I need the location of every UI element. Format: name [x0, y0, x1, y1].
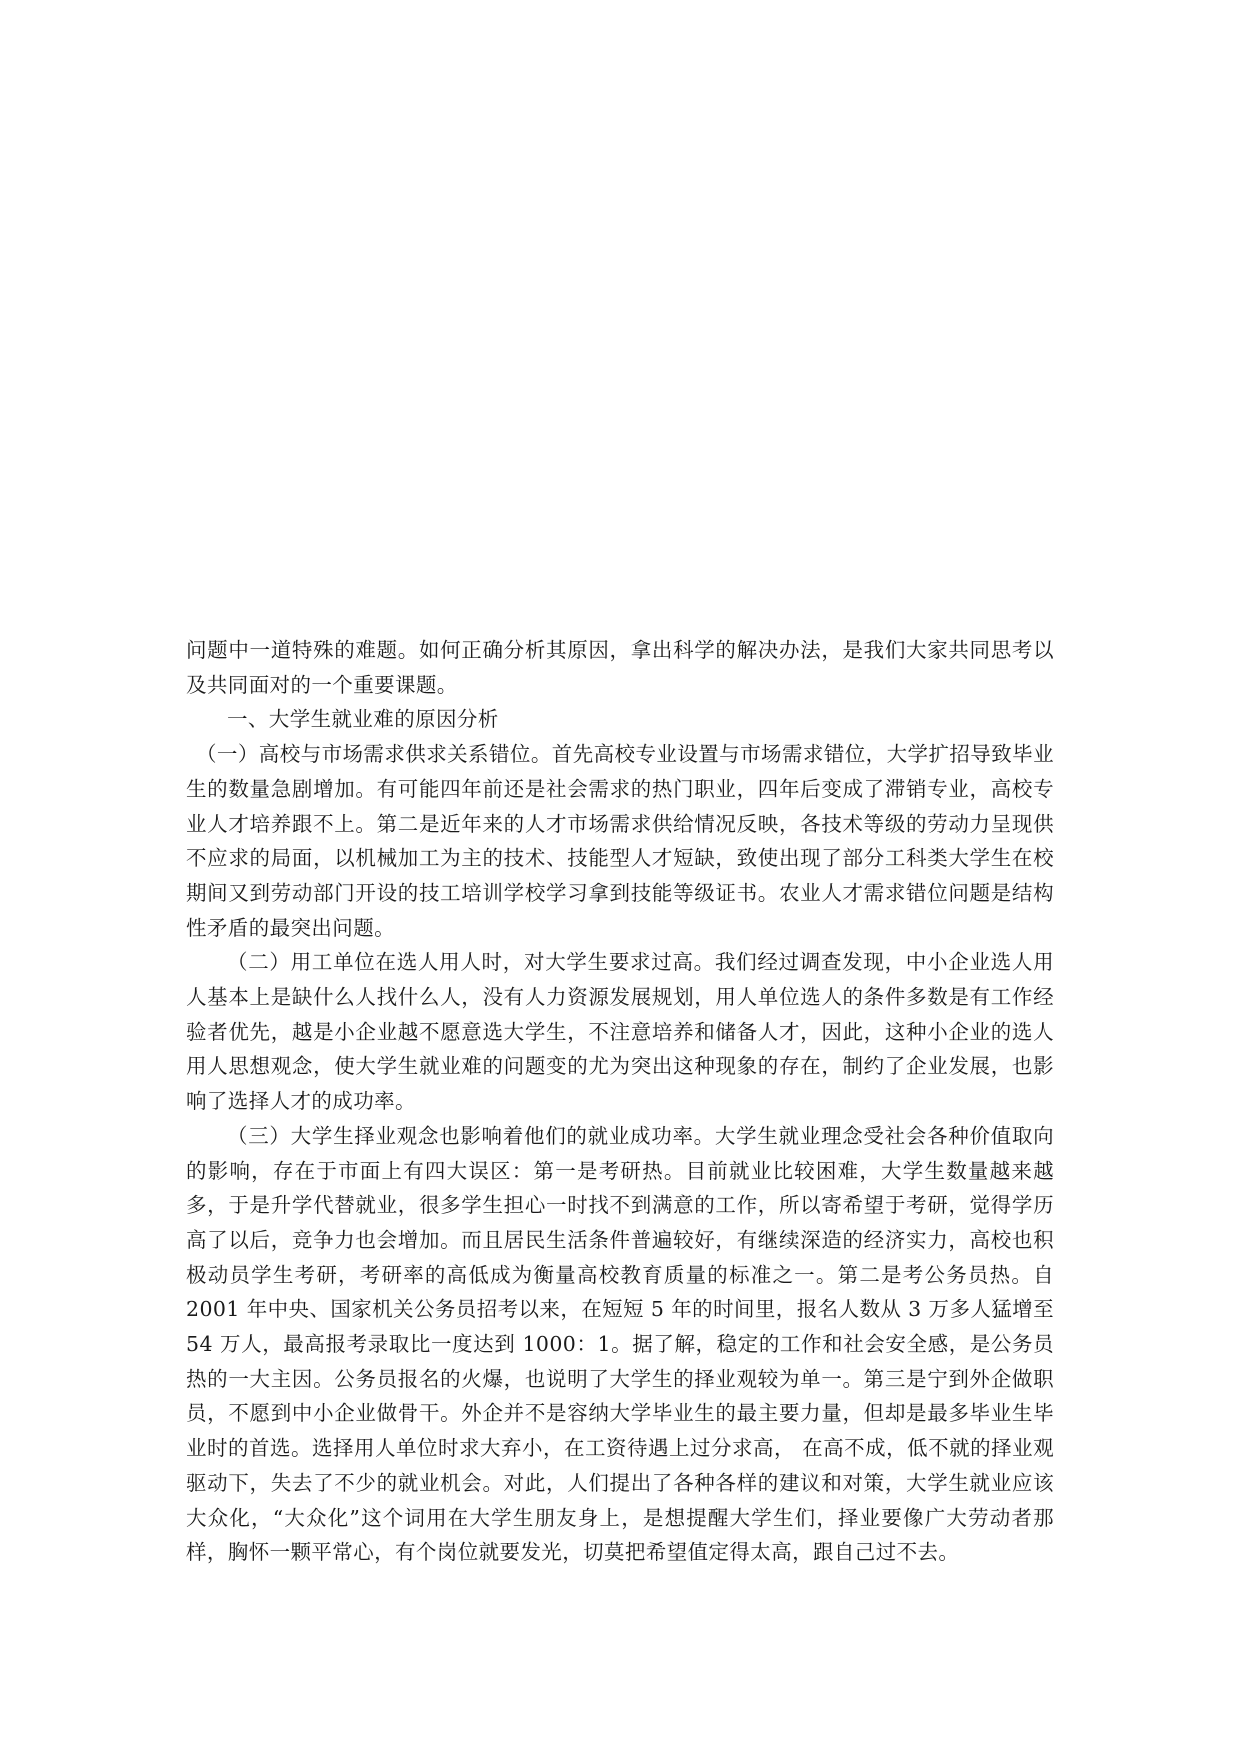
paragraph-reason-3: （三）大学生择业观念也影响着他们的就业成功率。大学生就业理念受社会各种价值取向的影响，存在于市面上有四大误区：第一是考研热。目前就业比较困难，大学生数量越来越多，于是升学代替就业，很多学生担心一时找不到满意的工作，所以寄希望于考研，觉得学历高了以后，竞争力也会增加。而且居民生活条件普遍较好，有继续深造的经济实力，高校也积极动员学生考研，考研率的高低成为衡量高校教育质量的标准之一。第二是考公务员热。自 2001 年中央、国家机关公务员招考以来，在短短 5 年的时间里，报名人数从 3 万多人猛增至 54 万人，最高报考录取比一度达到 1000：1。据了解，稳定的工作和社会安全感，是公务员热的一大主因。公务员报名的火爆，也说明了大学生的择业观较为单一。第三是宁到外企做职员，不愿到中小企业做骨干。外企并不是容纳大学毕业生的最主要力量，但却是最多毕业生毕业时的首选。选择用人单位时求大弃小，在工资待遇上过分求高， 在高不成，低不就的择业观驱动下，失去了不少的就业机会。对此，人们提出了各种各样的建议和对策，大学生就业应该大众化，“大众化”这个词用在大学生朋友身上，是想提醒大学生们，择业要像广大劳动者那样，胸怀一颗平常心，有个岗位就要发光，切莫把希望值定得太高，跟自己过不去。 — [186, 1123, 1054, 1565]
paragraph-intro: 问题中一道特殊的难题。如何正确分析其原因，拿出科学的解决办法，是我们大家共同思考以及共同面对的一个重要课题。 — [186, 638, 1054, 697]
document-body — [186, 633, 1054, 1570]
paragraph-reason-2: （二）用工单位在选人用人时，对大学生要求过高。我们经过调查发现，中小企业选人用人基本上是缺什么人找什么人，没有人力资源发展规划，用人单位选人的条件多数是有工作经验者优先，越是小企业越不愿意选大学生，不注意培养和储备人才，因此，这种小企业的选人用人思想观念，使大学生就业难的问题变的尤为突出这种现象的存在，制约了企业发展，也影响了选择人才的成功率。 — [186, 950, 1054, 1114]
paragraph-reason-1: （一）高校与市场需求供求关系错位。首先高校专业设置与市场需求错位，大学扩招导致毕业生的数量急剧增加。有可能四年前还是社会需求的热门职业，四年后变成了滞销专业，高校专业人才培养跟不上。第二是近年来的人才市场需求供给情况反映，各技术等级的劳动力呈现供不应求的局面，以机械加工为主的技术、技能型人才短缺，致使出现了部分工科类大学生在校期间又到劳动部门开设的技工培训学校学习拿到技能等级证书。农业人才需求错位问题是结构性矛盾的最突出问题。 — [186, 742, 1054, 940]
section-heading: 一、大学生就业难的原因分析 — [227, 707, 499, 732]
